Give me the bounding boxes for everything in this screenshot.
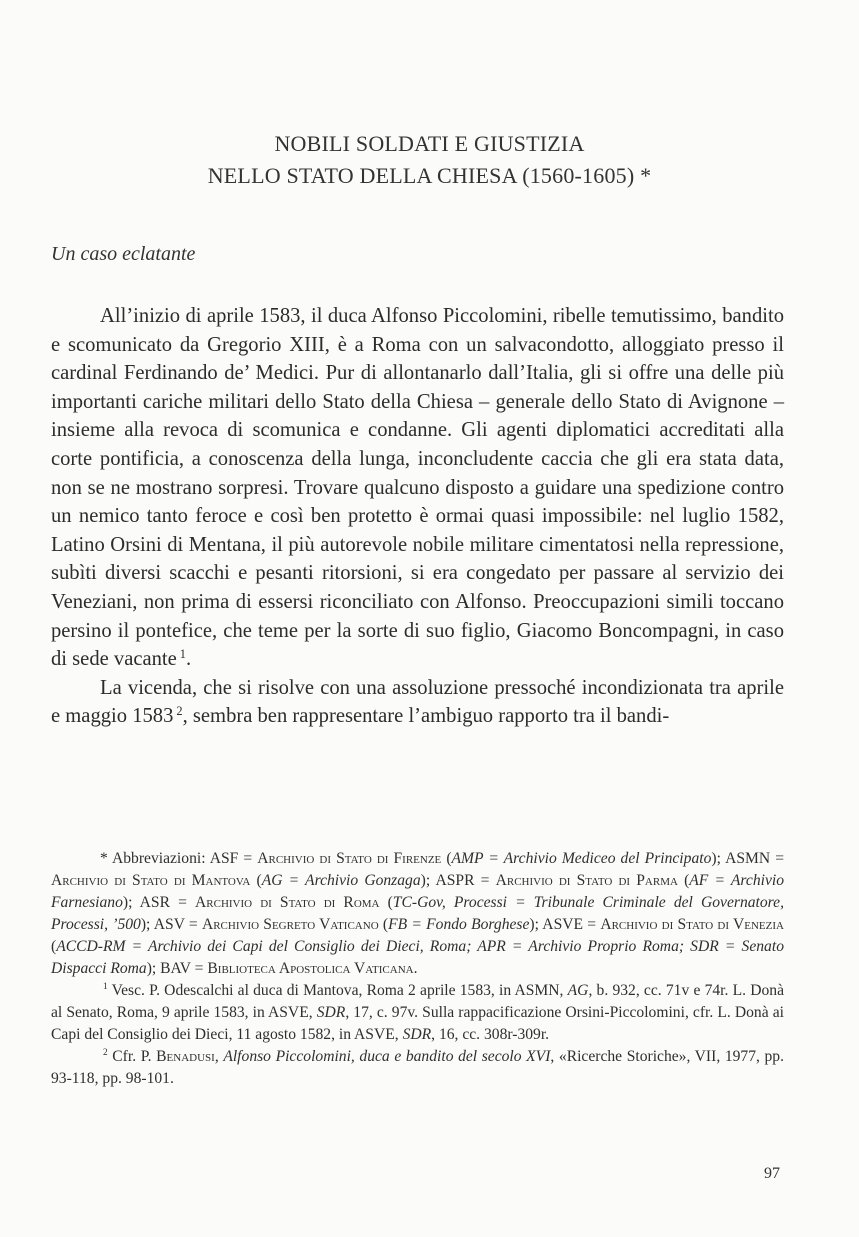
footnote-2: $^2$ Cfr. P. Benadusi, Alfonso Piccolomini, duca e bandito del secolo XVI, «Ricerche Storiche», VII, 1977, pp. 93-118, pp. 98-101. bbox=[51, 1048, 784, 1087]
footnote-abbreviations: * Abbreviazioni: ASF = Archivio di Stato di Firenze (AMP = Archivio Mediceo del Principato); ASMN = Archivio di Stato di Mantova (AG = Archivio Gonzaga); ASPR = Archivio di Stato di Parma (AF = Archivio Farnesiano); ASR = Archivio di Stato di Roma (TC-Gov, Processi = Tribunale Criminale del Governatore, Processi, ’500); ASV = Archivio Segreto Vaticano (FB = Fondo Borghese); ASVE = Archivio di Stato di Venezia (ACCD-RM = Archivio dei Capi del Consiglio dei Dieci, Roma; APR = Archivio Proprio Roma; SDR = Senato Dispacci Roma); BAV = Biblioteca Apostolica Vaticana. bbox=[51, 850, 785, 977]
footnote-1: $^1$ Vesc. P. Odescalchi al duca di Mantova, Roma 2 aprile 1583, in ASMN, AG, b. 932, cc. 71v e 74r. L. Donà al Senato, Roma, 9 aprile 1583, in ASVE, SDR, 17, c. 97v. Sulla rappacificazione Orsini-Piccolomini, cfr. L. Donà ai Capi del Consiglio dei Dieci, 11 agosto 1582, in ASVE, SDR, 16, cc. 308r-309r. bbox=[51, 982, 784, 1043]
footnote-mark: 1 bbox=[103, 982, 108, 993]
page-number: 97 bbox=[764, 1165, 780, 1182]
footnote-mark: 2 bbox=[103, 1048, 108, 1059]
paragraph: La vicenda, che si risolve con una assoluzione pressoché incondizionata tra aprile e maggio 1583 $^2$, sembra ben rappresentare l’ambiguo rapporto tra il bandi- bbox=[51, 676, 784, 728]
paragraph: All’inizio di aprile 1583, il duca Alfonso Piccolomini, ribelle temutissimo, bandito e scomunicato da Gregorio XIII, è a Roma con un salvacondotto, alloggiato presso il cardinal Ferdinando de’ Medici. Pur di allontanarlo dall’Italia, gli si offre una delle più importanti cariche militari dello Stato della Chiesa – generale dello Stato di Avignone – insieme alla revoca di scomunica e condanne. Gli agenti diplomatici accreditati alla corte pontificia, a conoscenza della lunga, inconcludente caccia che gli era stata data, non se ne mostrano sorpresi. Trovare qualcuno disposto a guidare una spedizione contro un nemico tanto feroce e così ben protetto è ormai quasi impossibile: nel luglio 1582, Latino Orsini di Mentana, il più autorevole nobile militare cimentatosi nella repressione, subìti diversi scacchi e pesanti ritorsioni, si era congedato per passare al servizio dei Veneziani, non prima di essersi riconciliato con Alfonso. Preoccupazioni simili toccano persino il pontefice, che teme per la sorte di suo figlio, Giacomo Boncompagni, in caso di sede vacante $^1$. bbox=[51, 305, 784, 671]
chapter-title-line-1: NOBILI SOLDATI E GIUSTIZIA bbox=[274, 131, 585, 156]
footnote-ref: 2 bbox=[176, 703, 183, 718]
chapter-title-line-2: NELLO STATO DELLA CHIESA (1560-1605) * bbox=[207, 163, 652, 188]
body-text bbox=[51, 302, 784, 731]
footnotes bbox=[51, 848, 784, 1090]
section-heading: Un caso eclatante bbox=[51, 243, 196, 265]
footnote-ref: 1 bbox=[179, 646, 186, 661]
